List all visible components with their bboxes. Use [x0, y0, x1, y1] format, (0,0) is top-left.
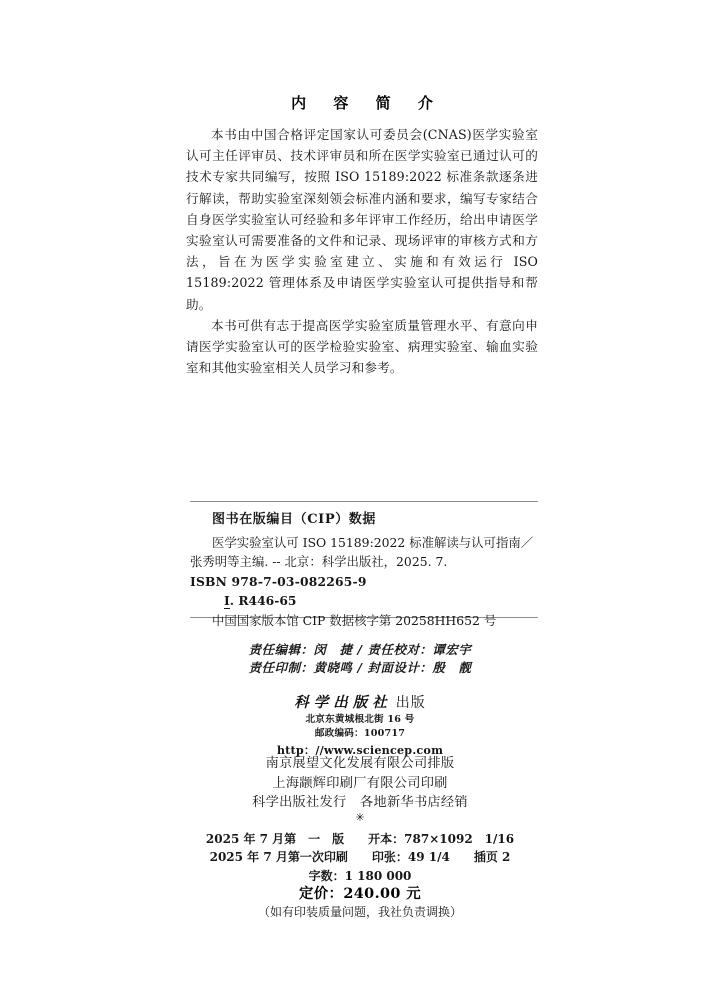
- publication-specs-section: [0, 830, 720, 885]
- cip-heading: 图书在版编目（CIP）数据: [212, 512, 377, 527]
- publisher-url[interactable]: http：//www.sciencep.com: [276, 743, 444, 758]
- credits-editor-line: 责任编辑：闵 捷 / 责任校对：谭宏宇: [248, 642, 472, 657]
- publisher-section: [0, 692, 720, 759]
- quality-note: （如有印装质量问题，我社负责调换）: [257, 905, 462, 919]
- cip-isbn: ISBN 978-7-03-082265-9: [190, 573, 367, 589]
- typesetter-line: 南京展望文化发展有限公司排版: [265, 756, 455, 771]
- content-summary-paragraph-1: 本书由中国合格评定国家认可委员会(CNAS)医学实验室认可主任评审员、技术评审员和所在医学实验室已通过认可的技术专家共同编写，按照 ISO 15189:2022 标准条款逐条进行解读，帮助实验室深刻领会标准内涵和要求，编写专家结合自身医学实验室认可经验和多年评审工作经历，给出申请医学实验室认可需要准备的文件和记录、现场评审的审核方式和方法，旨在为医学实验室建立、实施和有效运行 ISO 15189:2022 管理体系及申请医学实验室认可提供指导和帮助。: [186, 127, 538, 312]
- cip-classification-code: . R446-65: [229, 593, 297, 609]
- word-count-line: 字数：1 180 000: [308, 868, 412, 883]
- printer-line: 上海颛辉印刷厂有限公司印刷: [272, 775, 448, 791]
- publisher-logo-line: [0, 692, 720, 713]
- cip-roman-numeral: Ⅰ: [224, 593, 230, 609]
- credits-printing-line: 责任印制：黄晓鸣 / 封面设计：殷 靓: [248, 659, 472, 675]
- cip-author-line: 张秀明等主编. -- 北京：科学出版社，2025. 7.: [190, 554, 448, 570]
- publisher-postcode: 邮政编码：100717: [314, 727, 406, 739]
- cip-title-line: 医学实验室认可 ISO 15189:2022 标准解读与认可指南／: [212, 534, 534, 550]
- distributor-line: 科学出版社发行 各地新华书店经销: [252, 795, 468, 810]
- edition-line: 2025 年 7 月第 一 版 开本：787×1092 1/16: [205, 832, 515, 846]
- publisher-publish-word: 出版: [395, 695, 426, 711]
- credits-section: [0, 641, 720, 676]
- content-summary-paragraph-2: 本书可供有志于提高医学实验室质量管理水平、有意向申请医学实验室认可的医学检验实验室、病理实验室、输血实验室和其他实验室相关人员学习和参考。: [186, 317, 538, 376]
- price-line: 定价：240.00 元: [298, 885, 422, 902]
- cip-cn-number: 中国国家版本馆 CIP 数据核字第 20258HH652 号: [212, 612, 497, 628]
- cip-classification-line: [190, 591, 540, 611]
- content-summary-title: 内 容 简 介: [291, 94, 444, 112]
- print-run-line: 2025 年 7 月第一次印刷 印张：49 1/4 插页 2: [209, 850, 511, 865]
- cip-data-section: [190, 510, 540, 631]
- science-press-logo: 科学出版社: [294, 694, 392, 711]
- cip-top-divider: [190, 501, 538, 502]
- content-summary-section: [186, 92, 538, 378]
- publisher-address: 北京东黄城根北街 16 号: [305, 714, 415, 725]
- production-section: [0, 754, 720, 813]
- star-separator-icon: ✳: [355, 811, 365, 824]
